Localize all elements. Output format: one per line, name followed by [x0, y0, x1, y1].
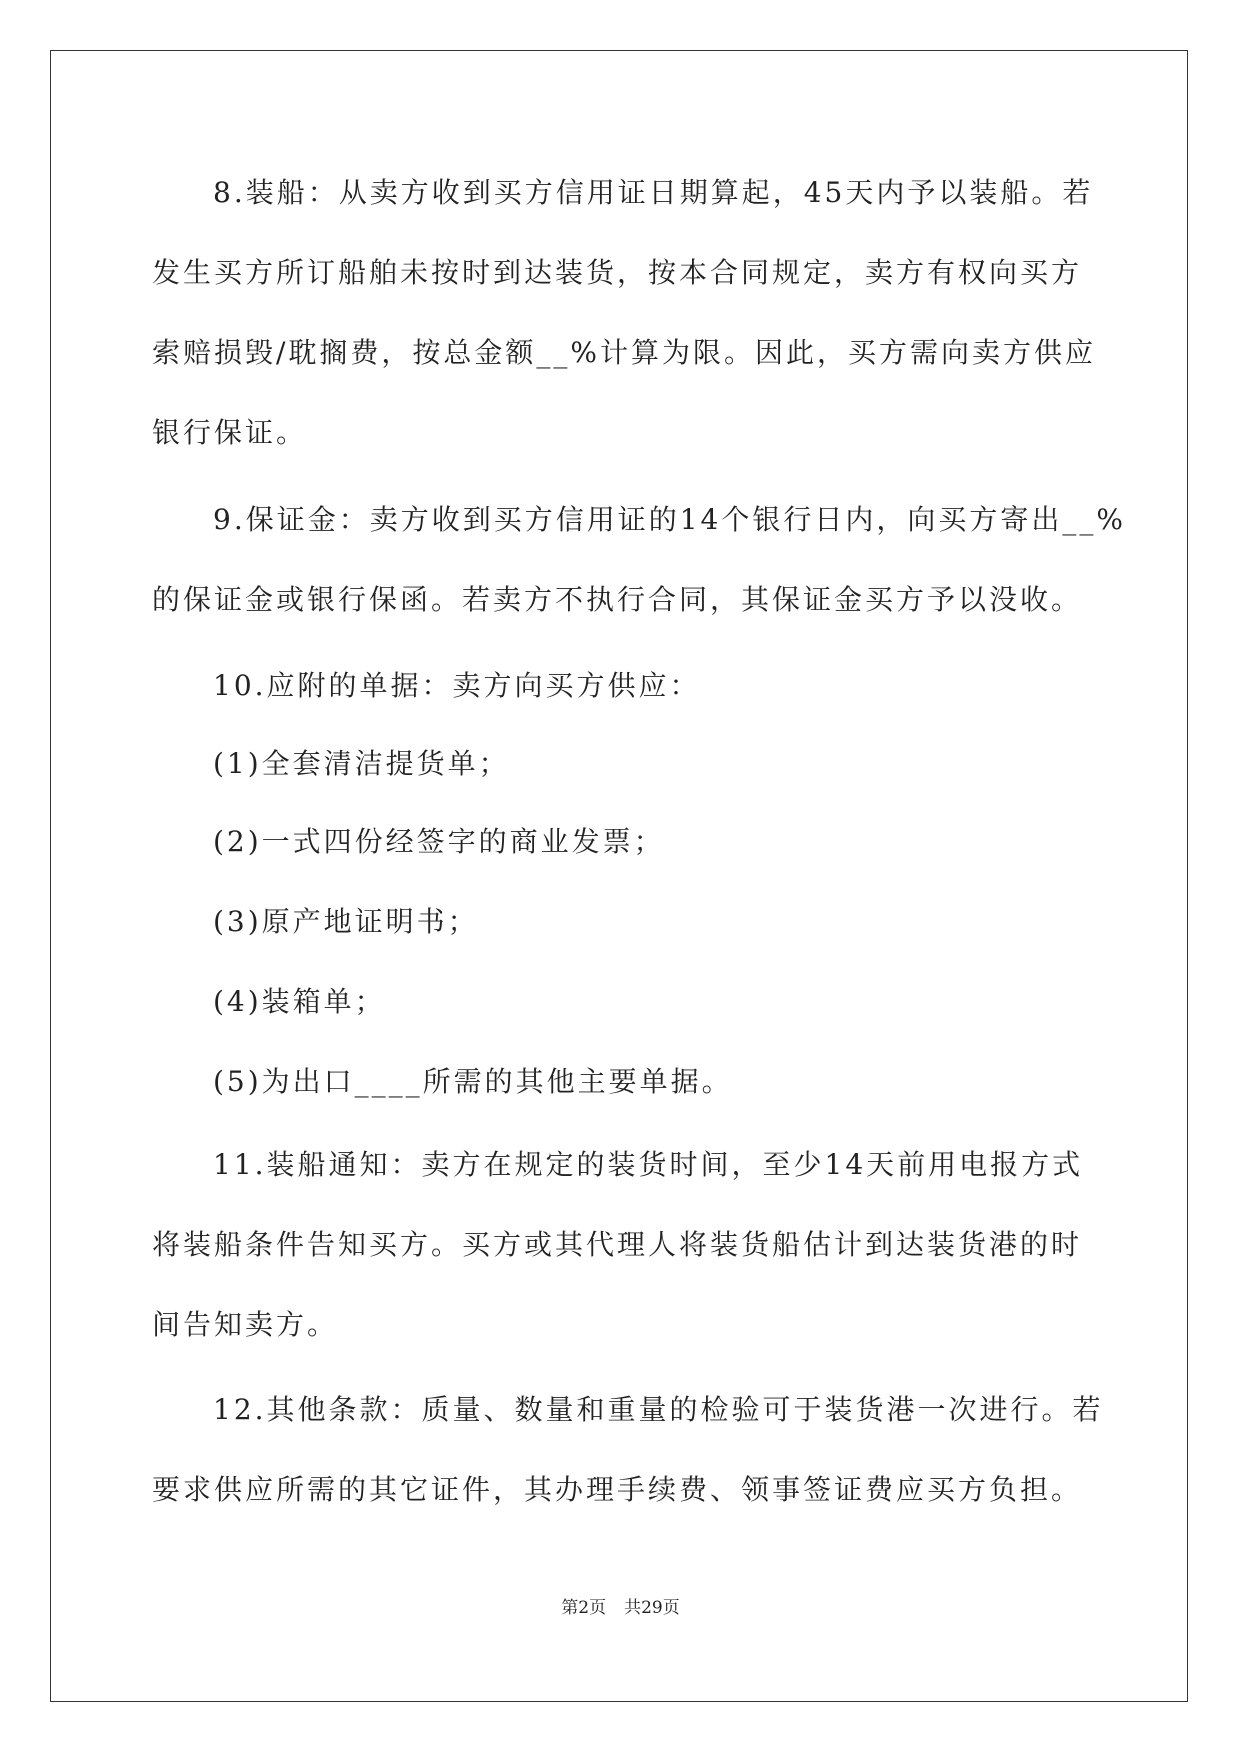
clause-12-line-2: 要求供应所需的其它证件，其办理手续费、领事签证费应买方负担。	[152, 1473, 1083, 1506]
document-item-2: (2)一式四份经签字的商业发票；	[213, 825, 665, 858]
document-item-5: (5)为出口____所需的其他主要单据。	[213, 1065, 733, 1098]
current-page-number: 第2页	[561, 1598, 607, 1618]
clause-8-line-1: 8.装船：从卖方收到买方信用证日期算起，45天内予以装船。若	[213, 176, 1094, 209]
clause-11-line-1: 11.装船通知：卖方在规定的装货时间，至少14天前用电报方式	[213, 1148, 1084, 1181]
clause-11-line-2: 将装船条件告知买方。买方或其代理人将装货船估计到达装货港的时	[152, 1228, 1083, 1261]
total-page-count: 共29页	[624, 1598, 680, 1618]
clause-8-line-2: 发生买方所订船舶未按时到达装货，按本合同规定，卖方有权向买方	[152, 256, 1083, 289]
page-footer	[0, 1597, 1241, 1619]
clause-10-heading: 10.应附的单据：卖方向买方供应：	[213, 669, 701, 702]
document-item-1: (1)全套清洁提货单；	[213, 747, 510, 780]
clause-8-line-4: 银行保证。	[152, 416, 308, 449]
page-border	[50, 50, 1188, 1702]
clause-9-line-1: 9.保证金：卖方收到买方信用证的14个银行日内，向买方寄出__%	[213, 503, 1126, 536]
clause-9-line-2: 的保证金或银行保函。若卖方不执行合同，其保证金买方予以没收。	[152, 583, 1083, 616]
clause-8-line-3: 索赔损毁/耽搁费，按总金额__%计算为限。因此，买方需向卖方供应	[152, 336, 1097, 369]
clause-12-line-1: 12.其他条款：质量、数量和重量的检验可于装货港一次进行。若	[213, 1393, 1104, 1426]
document-item-4: (4)装箱单；	[213, 985, 386, 1018]
clause-11-line-3: 间告知卖方。	[152, 1308, 339, 1341]
document-item-3: (3)原产地证明书；	[213, 905, 479, 938]
